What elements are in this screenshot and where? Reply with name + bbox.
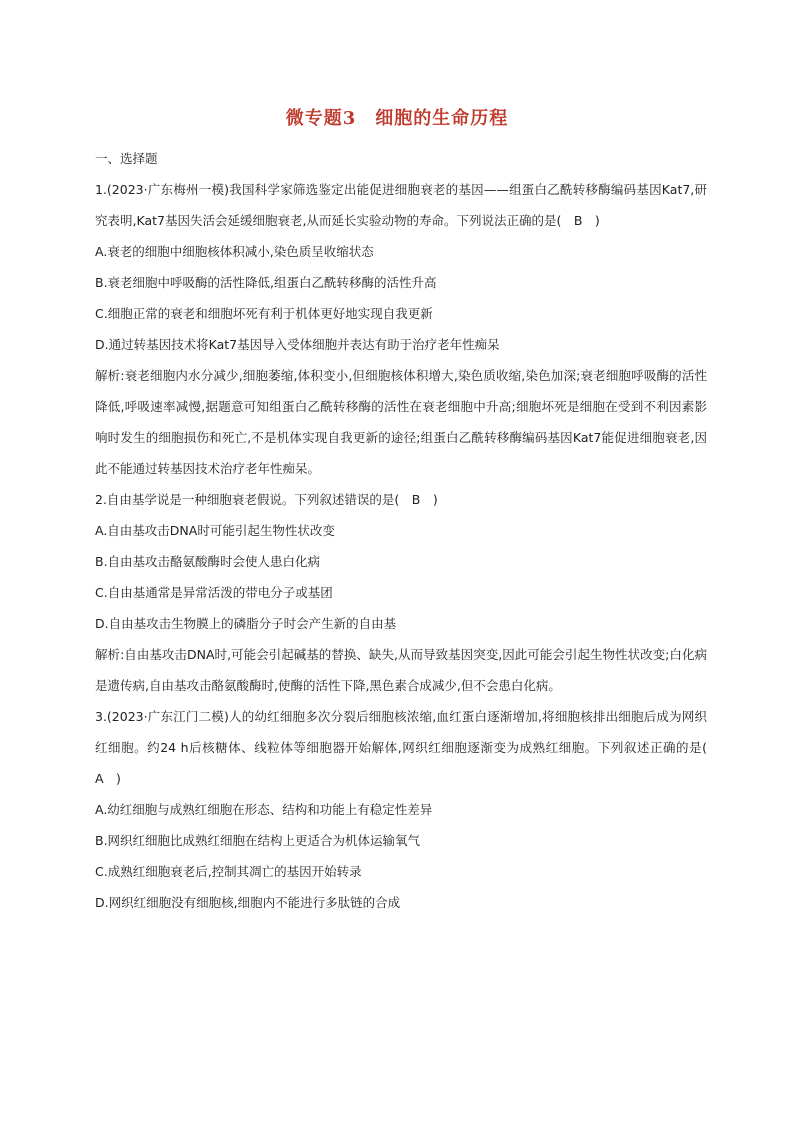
question-content — [95, 143, 720, 918]
option-a: A.衰老的细胞中细胞核体积减小,染色质呈收缩状态 — [95, 244, 374, 259]
question-1 — [95, 174, 707, 484]
page-title: 微专题3 细胞的生命历程 — [285, 108, 509, 129]
option-d: D.通过转基因技术将Kat7基因导入受体细胞并表达有助于治疗老年性痴呆 — [95, 337, 500, 352]
analysis-text: 解析:衰老细胞内水分减少,细胞萎缩,体积变小,但细胞核体积增大,染色质收缩,染色加深;衰老细胞呼吸酶的活性降低,呼吸速率减慢,据题意可知组蛋白乙酰转移酶的活性在衰老细胞中升高;细胞坏死是细胞在受到不利因素影响时发生的细胞损伤和死亡,不是机体实现自我更新的途径;组蛋白乙酰转移酶编码基因Kat7能促进细胞衰老,因此不能通过转基因技术治疗老年性痴呆。 — [95, 368, 707, 476]
section-heading: 一、选择题 — [95, 151, 158, 166]
option-b: B.衰老细胞中呼吸酶的活性降低,组蛋白乙酰转移酶的活性升高 — [95, 275, 437, 290]
question-3 — [95, 701, 720, 918]
question-2 — [95, 484, 707, 701]
question-stem: 3.(2023·广东江门二模)人的幼红细胞多次分裂后细胞核浓缩,血红蛋白逐渐增加,将细胞核排出细胞后成为网织红细胞。约24 h后核糖体、线粒体等细胞器开始解体,网织红细胞逐渐变为成熟红细胞。下列叙述正确的是( A ) — [95, 709, 720, 786]
option-c: C.自由基通常是异常活泼的带电分子或基团 — [95, 585, 333, 600]
option-c: C.细胞正常的衰老和细胞坏死有利于机体更好地实现自我更新 — [95, 306, 433, 321]
option-d: D.网织红细胞没有细胞核,细胞内不能进行多肽链的合成 — [95, 895, 401, 910]
option-a: A.自由基攻击DNA时可能引起生物性状改变 — [95, 523, 335, 538]
option-b: B.网织红细胞比成熟红细胞在结构上更适合为机体运输氧气 — [95, 833, 421, 848]
option-c: C.成熟红细胞衰老后,控制其凋亡的基因开始转录 — [95, 864, 362, 879]
option-d: D.自由基攻击生物膜上的磷脂分子时会产生新的自由基 — [95, 616, 397, 631]
option-a: A.幼红细胞与成熟红细胞在形态、结构和功能上有稳定性差异 — [95, 802, 433, 817]
option-b: B.自由基攻击酪氨酸酶时会使人患白化病 — [95, 554, 321, 569]
question-stem: 2.自由基学说是一种细胞衰老假说。下列叙述错误的是( B ) — [95, 492, 438, 507]
analysis-text: 解析:自由基攻击DNA时,可能会引起碱基的替换、缺失,从而导致基因突变,因此可能会引起生物性状改变;白化病是遗传病,自由基攻击酪氨酸酶时,使酶的活性下降,黑色素合成减少,但不会患白化病。 — [95, 647, 707, 693]
question-stem: 1.(2023·广东梅州一模)我国科学家筛选鉴定出能促进细胞衰老的基因——组蛋白乙酰转移酶编码基因Kat7,研究表明,Kat7基因失活会延缓细胞衰老,从而延长实验动物的寿命。下列说法正确的是( B ) — [95, 182, 707, 228]
